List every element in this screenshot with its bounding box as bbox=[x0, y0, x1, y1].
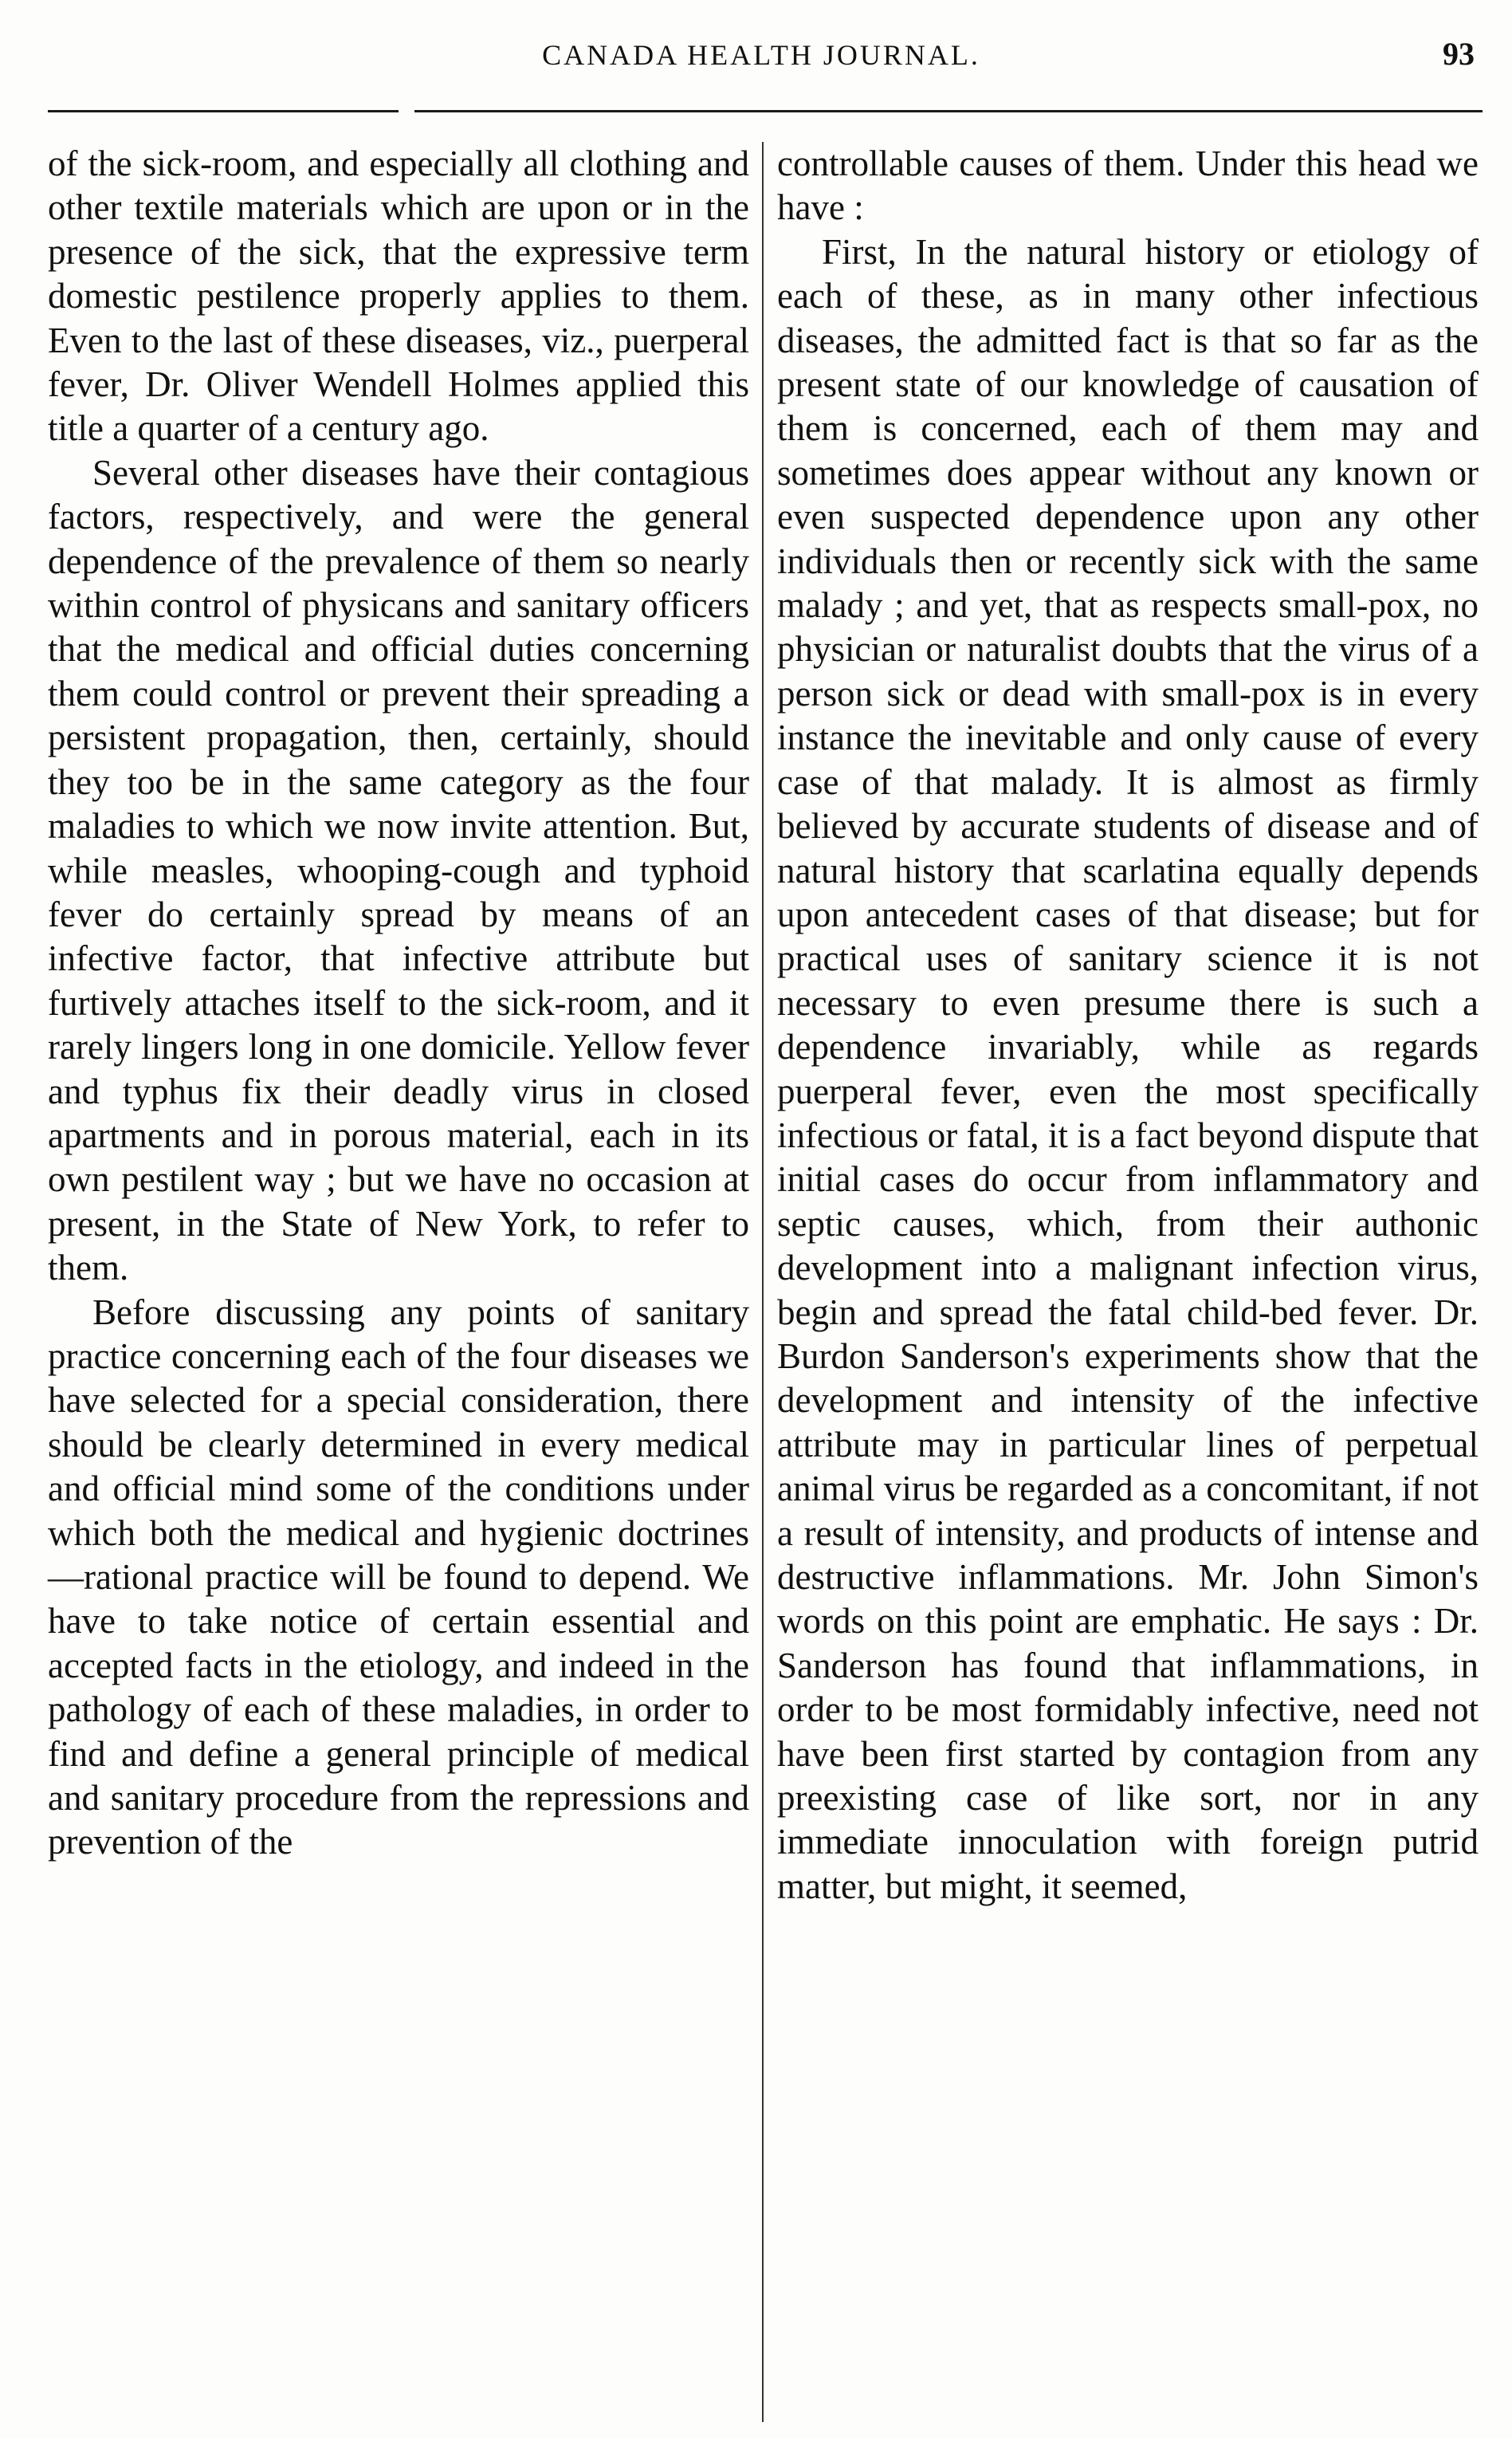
running-title: CANADA HEALTH JOURNAL. bbox=[542, 39, 980, 71]
left-paragraph-2: Several other diseases have their contagious factors, respectively, and were the general dependence of the prevalence of them so nearly within control of physicans and sanitary officers that the medical and official duties concerning them could control or prevent their spreading a persistent propagation, then, certainly, should they too be in the same category as the four maladies to which we now invite attention. But, while measles, whooping-cough and typhoid fever do certainly spread by means of an infective factor, that infective attribute but furtively attaches itself to the sick-room, and it rarely lingers long in one domicile. Yellow fever and typhus fix their deadly virus in closed apartments and in porous material, each in its own pestilent way ; but we have no occasion at present, in the State of New York, to refer to them. bbox=[48, 452, 749, 1288]
right-paragraph-1: controllable causes of them. Under this head we have : bbox=[777, 144, 1479, 228]
left-column bbox=[48, 142, 749, 1865]
header-rule-left bbox=[48, 110, 399, 112]
running-head bbox=[48, 38, 1475, 94]
right-paragraph-2: First, In the natural history or etiology of each of these, as in many other infectious diseases, the admitted fact is that so far as the present state of our knowledge of causation of them is concerned, each of them may and sometimes does appear without any known or even suspected dependence upon any other individuals then or recently sick with the same malady ; and yet, that as respects small-pox, no physician or naturalist doubts that the virus of a person sick or dead with small-pox is in every instance the inevitable and only cause of every case of that malady. It is almost as firmly believed by accurate students of disease and of natural history that scarlatina equally depends upon antecedent cases of that disease; but for practical uses of sanitary science it is not necessary to even presume there is such a dependence invariably, while as regards puerperal fever, even the most specifically infectious or fatal, it is a fact beyond dispute that initial cases do occur from inflammatory and septic causes, which, from their authonic development into a malignant infection virus, begin and spread the fatal child-bed fever. Dr. Burdon Sanderson's experiments show that the development and intensity of the infective attribute may in particular lines of perpetual animal virus be regarded as a concomitant, if not a result of intensity, and products of intense and destructive inflammations. Mr. John Simon's words on this point are emphatic. He says : Dr. Sanderson has found that inflammations, in order to be most formidably infective, need not have been first started by contagion from any preexisting case of like sort, nor in any immediate innoculation with foreign putrid matter, but might, it seemed, bbox=[777, 231, 1479, 1906]
right-column bbox=[777, 142, 1479, 1909]
column-divider bbox=[762, 142, 764, 2422]
left-paragraph-1: of the sick-room, and especially all clothing and other textile materials which are upon or in the presence of the sick, that the expressive term domestic pestilence properly applies to them. Even to the last of these diseases, viz., puerperal fever, Dr. Oliver Wendell Holmes applied this title a quarter of a century ago. bbox=[48, 144, 749, 449]
header-rule-right bbox=[414, 110, 1483, 112]
left-paragraph-3: Before discussing any points of sanitary practice concerning each of the four diseases we have selected for a special consideration, there should be clearly determined in every medical and official mind some of the conditions under which both the medical and hygienic doctrines—rational practice will be found to depend. We have to take notice of certain essential and accepted facts in the etiology, and indeed in the pathology of each of these maladies, in order to find and define a general principle of medical and sanitary procedure from the repressions and prevention of the bbox=[48, 1292, 749, 1862]
page-number: 93 bbox=[1443, 36, 1475, 72]
